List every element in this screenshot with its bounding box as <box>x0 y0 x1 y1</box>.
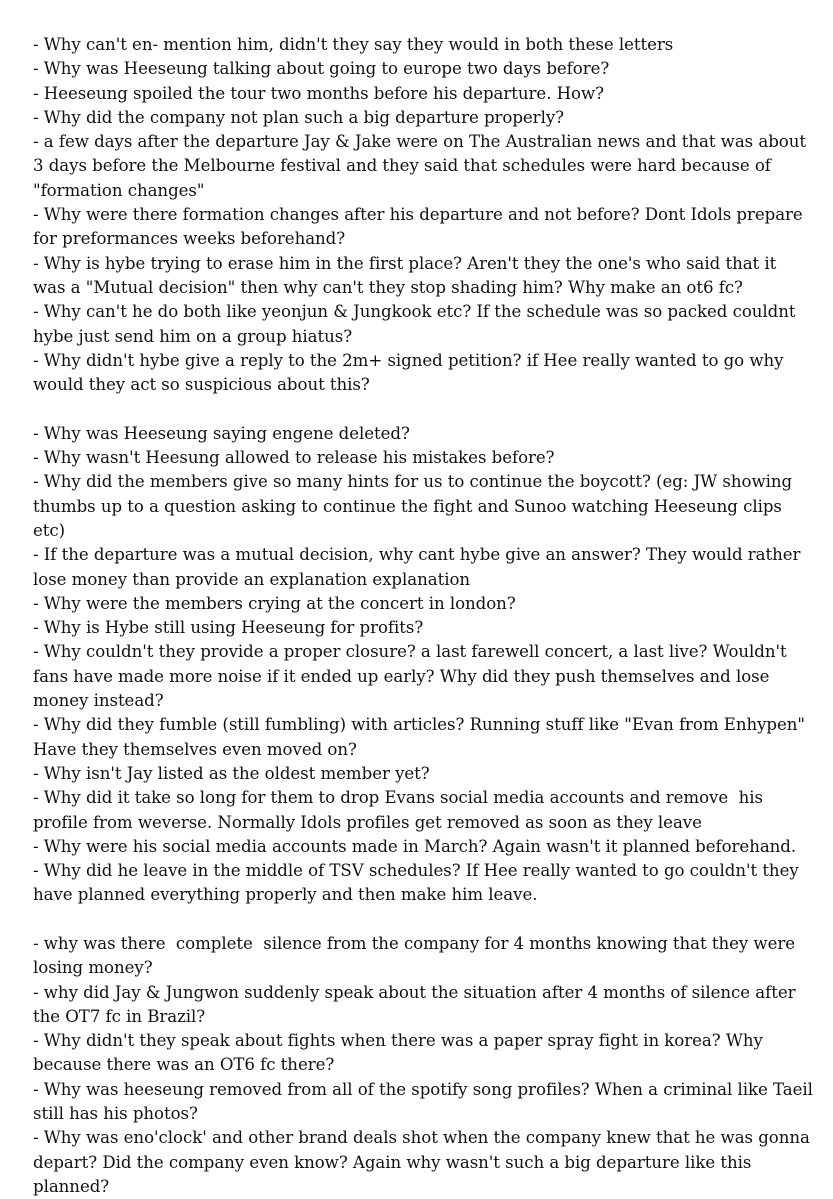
question-line: - Why were his social media accounts made in March? Again wasn't it planned beforehand. <box>33 836 797 856</box>
question-line: - Why did it take so long for them to drop Evans social media accounts and remove his profile from weverse. Normally Idols profiles get removed as soon as they leave <box>33 788 769 832</box>
question-list-document <box>33 33 819 1199</box>
question-section-1 <box>33 33 813 397</box>
question-line: - Why couldn't they provide a proper closure? a last farewell concert, a last live? Wouldn't fans have made more noise if it ended up early? Why did they push themselves and lose money instead? <box>33 642 792 711</box>
question-line: - Why did they fumble (still fumbling) with articles? Running stuff like "Evan from Enhypen" Have they themselves even moved on? <box>33 715 811 759</box>
question-line: - Why did the company not plan such a big departure properly? <box>33 107 564 127</box>
question-line: - Why was Heeseung saying engene deleted? <box>33 423 410 443</box>
question-line: - Why did the members give so many hints for us to continue the boycott? (eg: JW showing thumbs up to a question asking to continue the fight and Sunoo watching Heeseung clips etc) <box>33 472 798 540</box>
question-line: - Heeseung spoiled the tour two months before his departure. How? <box>33 83 605 103</box>
question-line: - Why is Hybe still using Heeseung for profits? <box>33 618 424 638</box>
question-section-2 <box>33 422 813 908</box>
question-line: - Why did he leave in the middle of TSV schedules? If Hee really wanted to go couldn't they have planned everything properly and then make him leave. <box>33 861 804 905</box>
question-line: - a few days after the departure Jay & Jake were on The Australian news and that was about 3 days before the Melbourne festival and they said that schedules were hard because of "formation changes" <box>33 132 812 200</box>
question-line: - Why was eno'clock' and other brand deals shot when the company knew that he was gonna depart? Did the company even know? Again why wasn't such a big departure like this planned? <box>33 1128 816 1196</box>
question-line: - why did Jay & Jungwon suddenly speak about the situation after 4 months of silence after the OT7 fc in Brazil? <box>33 982 801 1026</box>
question-line: - Why were the members crying at the concert in london? <box>33 593 516 613</box>
question-line: - Why wasn't Heesung allowed to release his mistakes before? <box>33 448 555 468</box>
question-line: - Why was heeseung removed from all of the spotify song profiles? When a criminal like Taeil still has his photos? <box>33 1079 819 1124</box>
question-line: - Why is hybe trying to erase him in the first place? Aren't they the one's who said that it was a "Mutual decision" then why can't they stop shading him? Why make an ot6 fc? <box>33 253 782 297</box>
question-line: - Why were there formation changes after his departure and not before? Dont Idols prepare for preformances weeks beforehand? <box>33 205 808 249</box>
question-section-3 <box>33 932 819 1199</box>
question-line: - Why isn't Jay listed as the oldest member yet? <box>33 763 430 783</box>
question-line: - Why didn't they speak about fights when there was a paper spray fight in korea? Why because there was an OT6 fc there? <box>33 1031 769 1075</box>
question-line: - Why didn't hybe give a reply to the 2m+ signed petition? if Hee really wanted to go why would they act so suspicious about this? <box>33 350 789 395</box>
question-line: - Why can't en- mention him, didn't they say they would in both these letters <box>33 35 674 54</box>
question-line: - why was there complete silence from the company for 4 months knowing that they were losing money? <box>33 933 801 978</box>
question-line: - Why was Heeseung talking about going to europe two days before? <box>33 59 610 79</box>
question-line: - Why can't he do both like yeonjun & Jungkook etc? If the schedule was so packed couldnt hybe just send him on a group hiatus? <box>33 302 801 346</box>
question-line: - If the departure was a mutual decision, why cant hybe give an answer? They would rather lose money than provide an explanation explanation <box>33 545 806 589</box>
